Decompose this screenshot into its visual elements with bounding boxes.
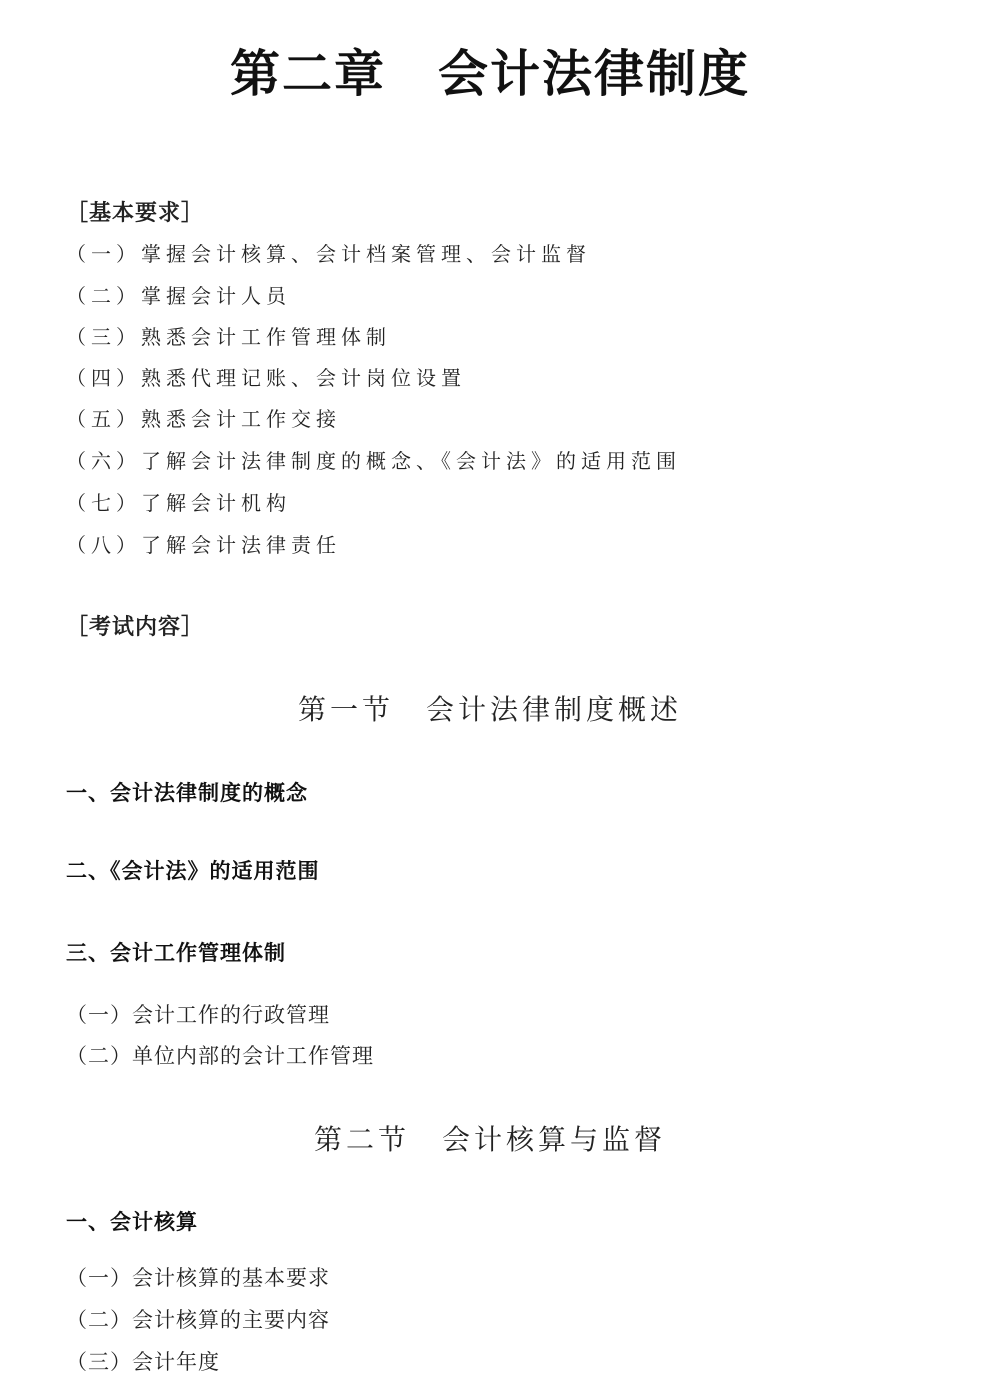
- section-heading: 一、会计法律制度的概念: [66, 781, 308, 805]
- requirement-item: （一）掌握会计核算、会计档案管理、会计监督: [66, 242, 591, 266]
- chapter-title: 第二章 会计法律制度: [230, 44, 750, 103]
- list-item: （一）会计核算的基本要求: [66, 1266, 330, 1290]
- requirement-item: （六）了解会计法律制度的概念、《会计法》的适用范围: [66, 449, 681, 473]
- requirement-item: （八）了解会计法律责任: [66, 533, 341, 557]
- section-heading: 二、《会计法》的适用范围: [66, 859, 320, 883]
- requirement-item: （四）熟悉代理记账、会计岗位设置: [66, 366, 466, 390]
- list-item: （一）会计工作的行政管理: [66, 1003, 330, 1027]
- requirement-item: （三）熟悉会计工作管理体制: [66, 325, 391, 349]
- section-title: 第一节 会计法律制度概述: [297, 693, 682, 726]
- requirement-item: （五）熟悉会计工作交接: [66, 407, 341, 431]
- section-heading: 三、会计工作管理体制: [66, 941, 286, 965]
- exam-content-heading: ［考试内容］: [66, 615, 205, 640]
- list-item: （二）单位内部的会计工作管理: [66, 1044, 374, 1068]
- section-heading: 一、会计核算: [66, 1210, 198, 1234]
- section-title: 第二节 会计核算与监督: [313, 1123, 666, 1156]
- requirement-item: （七）了解会计机构: [66, 491, 291, 515]
- requirement-item: （二）掌握会计人员: [66, 284, 291, 308]
- basic-requirements-heading: ［基本要求］: [66, 201, 205, 226]
- list-item: （三）会计年度: [66, 1350, 220, 1374]
- list-item: （二）会计核算的主要内容: [66, 1308, 330, 1332]
